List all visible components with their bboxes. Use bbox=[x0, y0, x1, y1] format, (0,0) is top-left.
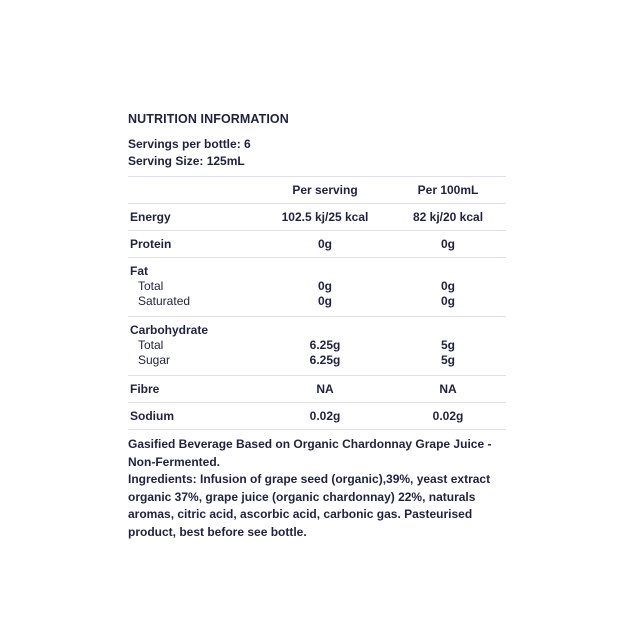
table-row-fibre bbox=[128, 376, 506, 403]
table-row-energy bbox=[128, 204, 506, 231]
nutrition-table bbox=[128, 176, 506, 430]
header-per-100ml: Per 100mL bbox=[390, 177, 506, 204]
servings-per-bottle: Servings per bottle: 6 bbox=[128, 137, 251, 151]
carbohydrate-sugar-per-100ml: 5g bbox=[440, 353, 455, 367]
fat-saturated-label: Saturated bbox=[138, 294, 191, 308]
carbohydrate-total-per-100ml: 5g bbox=[440, 338, 455, 352]
sodium-per-serving: 0.02g bbox=[260, 403, 390, 430]
carbohydrate-total-per-serving: 6.25g bbox=[309, 338, 341, 352]
product-notes bbox=[128, 436, 506, 541]
serving-info bbox=[128, 136, 506, 170]
fibre-per-100ml: NA bbox=[390, 376, 506, 403]
product-description: Gasified Beverage Based on Organic Chardonnay Grape Juice - Non-Fermented. bbox=[128, 437, 492, 469]
serving-size: Serving Size: 125mL bbox=[128, 154, 245, 168]
fibre-per-serving: NA bbox=[260, 376, 390, 403]
fat-label: Fat bbox=[130, 264, 148, 278]
fat-total-label: Total bbox=[138, 279, 164, 293]
fat-saturated-per-serving: 0g bbox=[317, 294, 332, 308]
table-row-protein bbox=[128, 231, 506, 258]
energy-label: Energy bbox=[128, 204, 260, 231]
carbohydrate-sugar-label: Sugar bbox=[138, 353, 171, 367]
ingredients-text: Ingredients: Infusion of grape seed (organic),39%, yeast extract organic 37%, grape juice (organic chardonnay) 22%, naturals aromas, citric acid, ascorbic acid, carbonic gas. Pasteurised product, best before see bottle. bbox=[128, 472, 491, 539]
sodium-label: Sodium bbox=[128, 403, 260, 430]
table-header-row bbox=[128, 177, 506, 204]
protein-per-100ml: 0g bbox=[390, 231, 506, 258]
carbohydrate-label: Carbohydrate bbox=[130, 323, 209, 337]
table-row-sodium bbox=[128, 403, 506, 430]
sodium-per-100ml: 0.02g bbox=[390, 403, 506, 430]
table-row-carbohydrate bbox=[128, 317, 506, 376]
nutrition-title: NUTRITION INFORMATION bbox=[128, 112, 289, 126]
fibre-label: Fibre bbox=[128, 376, 260, 403]
energy-per-serving: 102.5 kj/25 kcal bbox=[260, 204, 390, 231]
protein-label: Protein bbox=[128, 231, 260, 258]
header-blank bbox=[128, 177, 260, 204]
nutrition-panel bbox=[128, 110, 506, 541]
carbohydrate-sugar-per-serving: 6.25g bbox=[309, 353, 341, 367]
table-row-fat bbox=[128, 258, 506, 317]
fat-total-per-100ml: 0g bbox=[440, 279, 455, 293]
fat-saturated-per-100ml: 0g bbox=[440, 294, 455, 308]
carbohydrate-total-label: Total bbox=[138, 338, 164, 352]
protein-per-serving: 0g bbox=[260, 231, 390, 258]
header-per-serving: Per serving bbox=[260, 177, 390, 204]
energy-per-100ml: 82 kj/20 kcal bbox=[390, 204, 506, 231]
fat-total-per-serving: 0g bbox=[317, 279, 332, 293]
